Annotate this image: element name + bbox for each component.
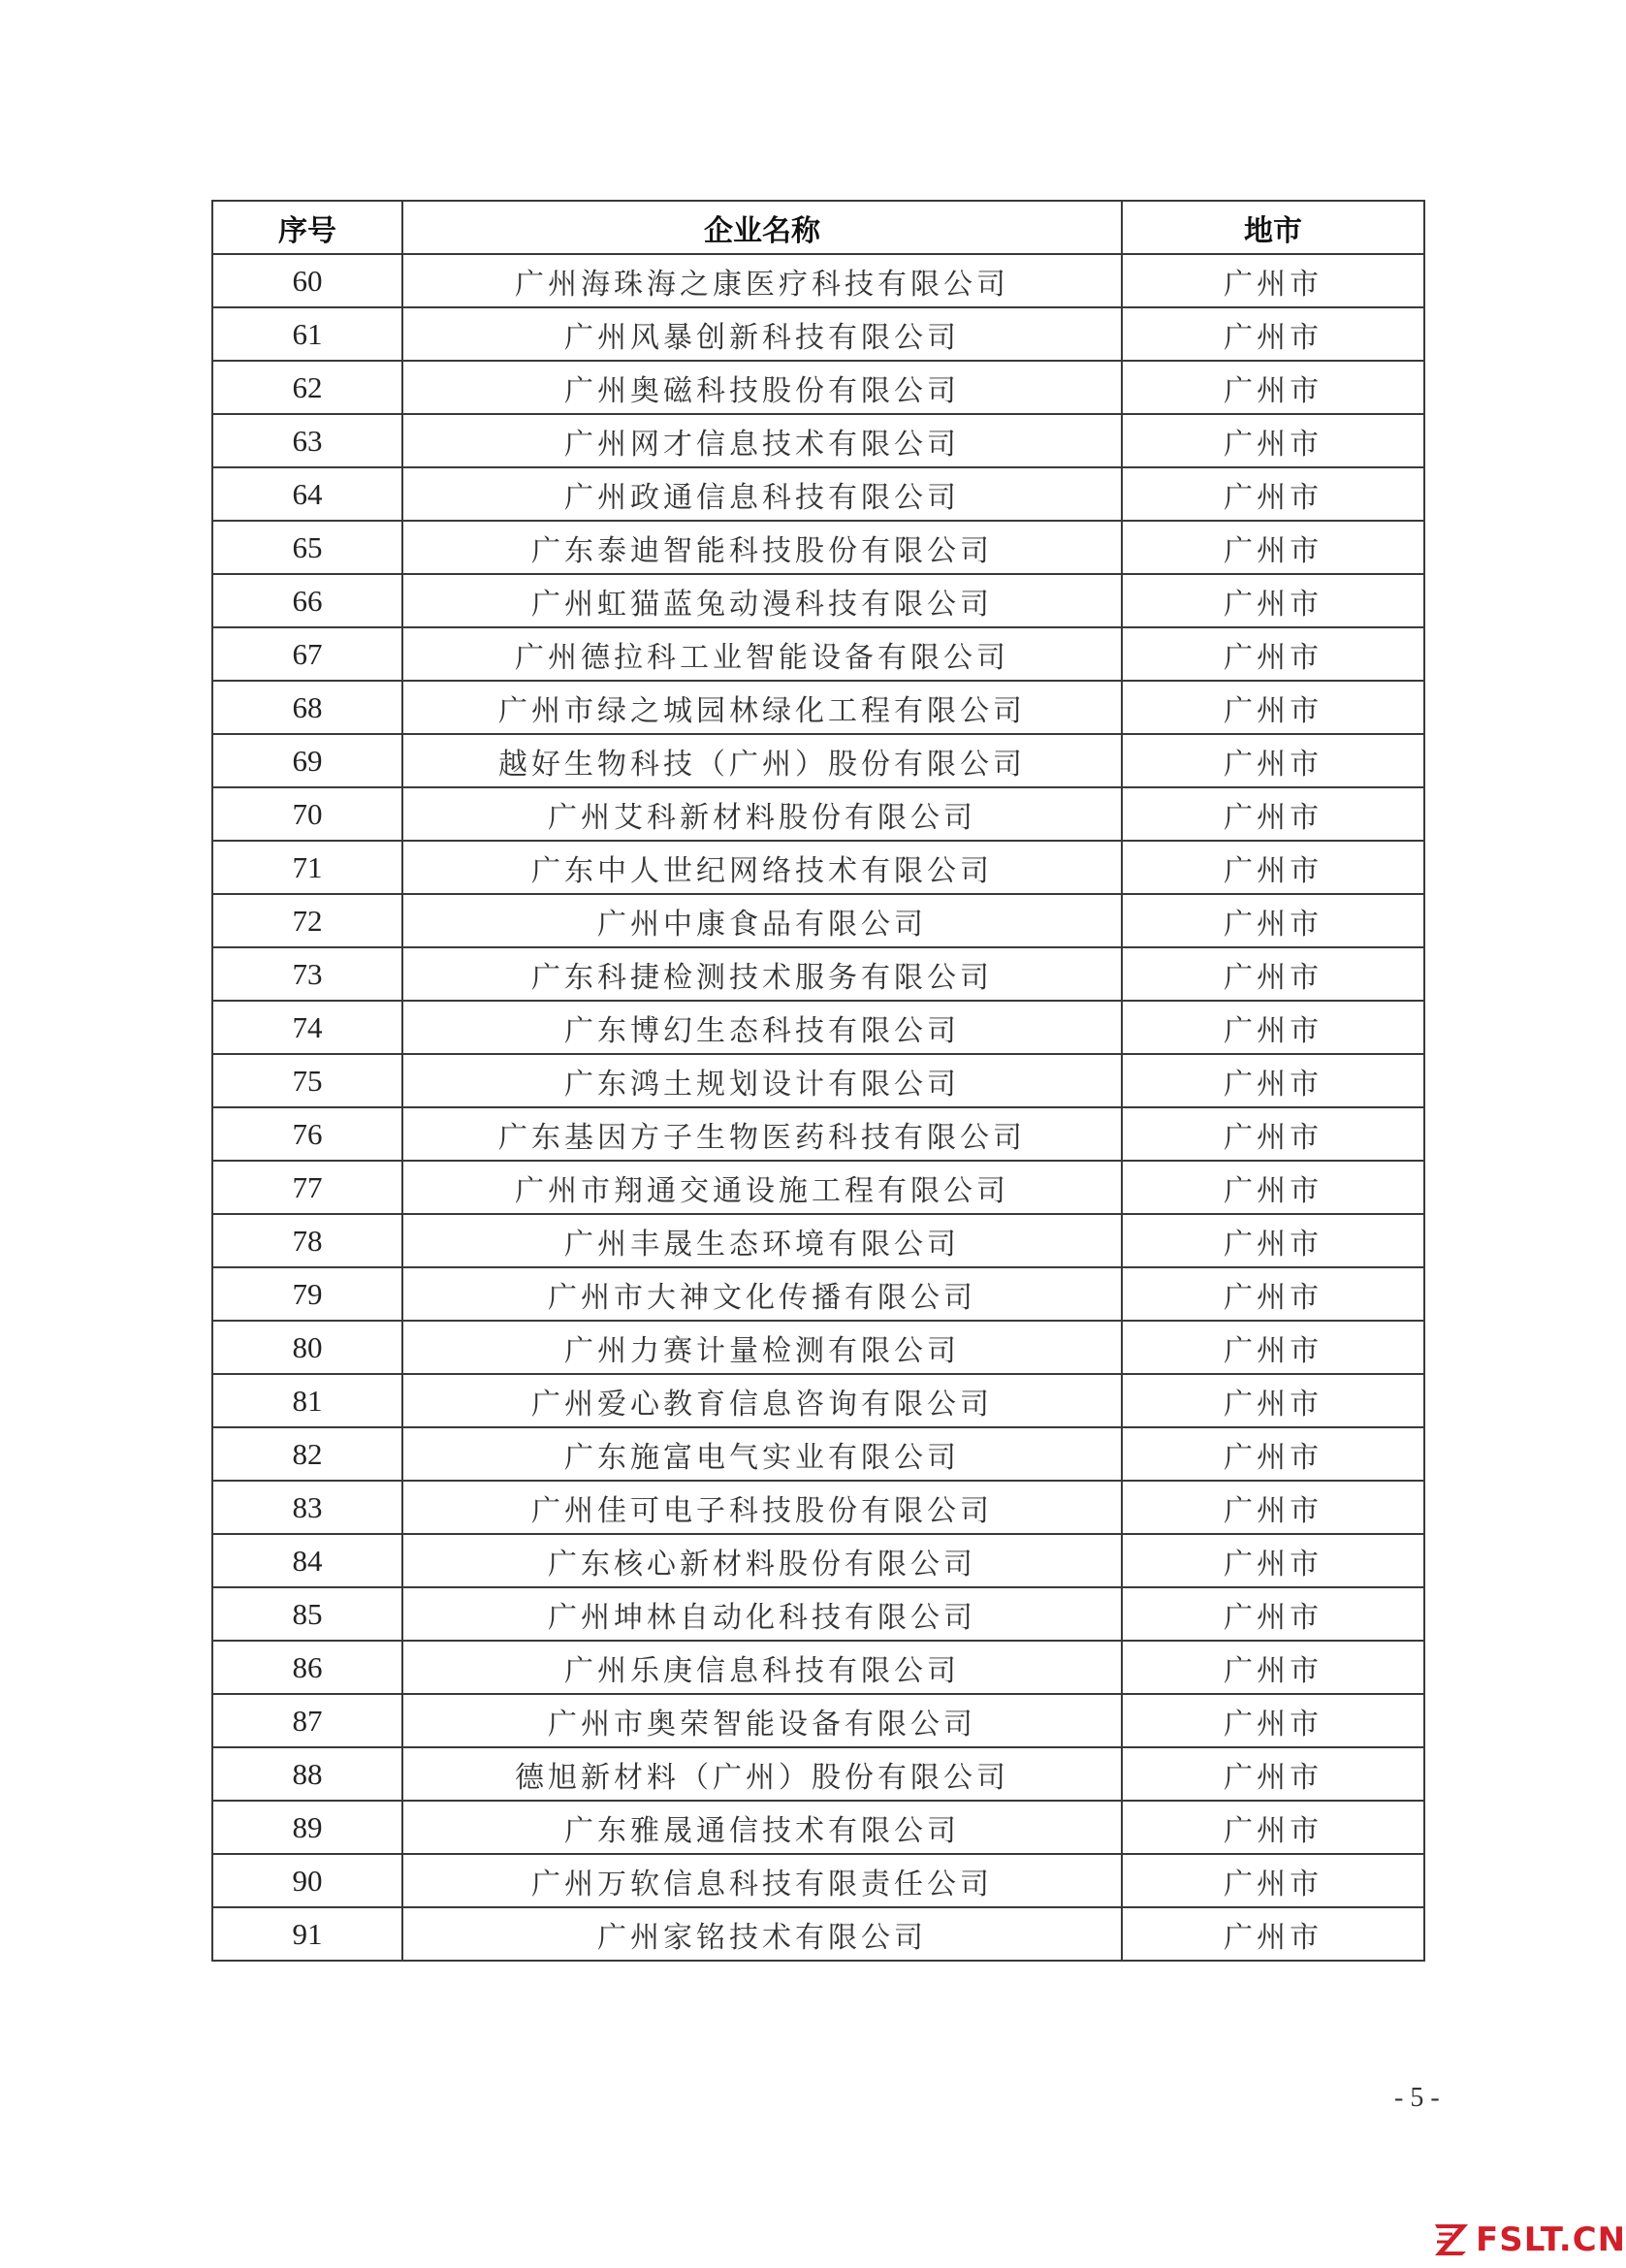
row-company-name: 广州市翔通交通设施工程有限公司 <box>402 1161 1122 1214</box>
row-company-name: 广州市大神文化传播有限公司 <box>402 1267 1122 1321</box>
table-row <box>212 1641 1424 1694</box>
row-city: 广州市 <box>1122 1587 1424 1641</box>
row-city: 广州市 <box>1122 1374 1424 1427</box>
row-city: 广州市 <box>1122 1801 1424 1854</box>
table-row <box>212 947 1424 1001</box>
row-company-name: 广州坤林自动化科技有限公司 <box>402 1587 1122 1641</box>
row-city: 广州市 <box>1122 841 1424 894</box>
row-company-name: 广东施富电气实业有限公司 <box>402 1427 1122 1481</box>
row-index: 88 <box>212 1747 402 1801</box>
row-index: 82 <box>212 1427 402 1481</box>
row-city: 广州市 <box>1122 254 1424 307</box>
row-index: 72 <box>212 894 402 947</box>
row-index: 67 <box>212 627 402 681</box>
table-header-row <box>212 201 1424 254</box>
row-index: 86 <box>212 1641 402 1694</box>
row-company-name: 广东鸿土规划设计有限公司 <box>402 1054 1122 1107</box>
row-city: 广州市 <box>1122 1321 1424 1374</box>
row-index: 81 <box>212 1374 402 1427</box>
row-index: 79 <box>212 1267 402 1321</box>
row-company-name: 广东博幻生态科技有限公司 <box>402 1001 1122 1054</box>
table-row <box>212 414 1424 467</box>
row-company-name: 广州佳可电子科技股份有限公司 <box>402 1481 1122 1534</box>
row-index: 87 <box>212 1694 402 1747</box>
row-index: 85 <box>212 1587 402 1641</box>
row-index: 89 <box>212 1801 402 1854</box>
row-city: 广州市 <box>1122 1427 1424 1481</box>
row-index: 65 <box>212 521 402 574</box>
row-company-name: 广州市奥荣智能设备有限公司 <box>402 1694 1122 1747</box>
table-body <box>212 254 1424 1961</box>
row-index: 64 <box>212 467 402 521</box>
row-index: 60 <box>212 254 402 307</box>
row-city: 广州市 <box>1122 521 1424 574</box>
watermark-logo-icon <box>1433 2222 1472 2257</box>
row-index: 63 <box>212 414 402 467</box>
header-city: 地市 <box>1122 201 1424 254</box>
table-row <box>212 521 1424 574</box>
row-company-name: 广州中康食品有限公司 <box>402 894 1122 947</box>
row-city: 广州市 <box>1122 734 1424 787</box>
row-city: 广州市 <box>1122 307 1424 361</box>
row-company-name: 广东核心新材料股份有限公司 <box>402 1534 1122 1587</box>
row-index: 62 <box>212 361 402 414</box>
table-row <box>212 254 1424 307</box>
table-row <box>212 681 1424 734</box>
table-row <box>212 1267 1424 1321</box>
row-city: 广州市 <box>1122 1907 1424 1961</box>
page-number: - 5 - <box>1394 2083 1440 2113</box>
row-city: 广州市 <box>1122 627 1424 681</box>
table-row <box>212 1161 1424 1214</box>
table-row <box>212 1321 1424 1374</box>
row-index: 73 <box>212 947 402 1001</box>
row-city: 广州市 <box>1122 1854 1424 1907</box>
table-row <box>212 574 1424 627</box>
row-city: 广州市 <box>1122 414 1424 467</box>
row-city: 广州市 <box>1122 1267 1424 1321</box>
row-company-name: 广州爱心教育信息咨询有限公司 <box>402 1374 1122 1427</box>
row-company-name: 广州虹猫蓝兔动漫科技有限公司 <box>402 574 1122 627</box>
row-index: 61 <box>212 307 402 361</box>
table-row <box>212 467 1424 521</box>
row-company-name: 广州艾科新材料股份有限公司 <box>402 787 1122 841</box>
row-index: 76 <box>212 1107 402 1161</box>
row-company-name: 广州政通信息科技有限公司 <box>402 467 1122 521</box>
row-city: 广州市 <box>1122 1107 1424 1161</box>
row-index: 83 <box>212 1481 402 1534</box>
row-city: 广州市 <box>1122 1054 1424 1107</box>
table-row <box>212 894 1424 947</box>
row-company-name: 广州力赛计量检测有限公司 <box>402 1321 1122 1374</box>
watermark <box>1433 2220 1626 2259</box>
table-row <box>212 1054 1424 1107</box>
row-company-name: 广东基因方子生物医药科技有限公司 <box>402 1107 1122 1161</box>
table-row <box>212 1214 1424 1267</box>
row-company-name: 广东科捷检测技术服务有限公司 <box>402 947 1122 1001</box>
row-index: 84 <box>212 1534 402 1587</box>
table-row <box>212 1001 1424 1054</box>
row-company-name: 广东中人世纪网络技术有限公司 <box>402 841 1122 894</box>
table-row <box>212 1747 1424 1801</box>
row-city: 广州市 <box>1122 1161 1424 1214</box>
row-company-name: 越好生物科技（广州）股份有限公司 <box>402 734 1122 787</box>
watermark-text: FSLT.CN <box>1476 2220 1626 2259</box>
header-company-name: 企业名称 <box>402 201 1122 254</box>
table-row <box>212 1854 1424 1907</box>
table-row <box>212 1427 1424 1481</box>
row-city: 广州市 <box>1122 1534 1424 1587</box>
row-company-name: 广州风暴创新科技有限公司 <box>402 307 1122 361</box>
row-index: 68 <box>212 681 402 734</box>
row-company-name: 广州丰晟生态环境有限公司 <box>402 1214 1122 1267</box>
row-index: 78 <box>212 1214 402 1267</box>
row-city: 广州市 <box>1122 1481 1424 1534</box>
row-city: 广州市 <box>1122 574 1424 627</box>
row-index: 80 <box>212 1321 402 1374</box>
row-company-name: 德旭新材料（广州）股份有限公司 <box>402 1747 1122 1801</box>
row-index: 77 <box>212 1161 402 1214</box>
table-row <box>212 734 1424 787</box>
row-index: 70 <box>212 787 402 841</box>
row-city: 广州市 <box>1122 894 1424 947</box>
row-company-name: 广州乐庚信息科技有限公司 <box>402 1641 1122 1694</box>
row-city: 广州市 <box>1122 1747 1424 1801</box>
row-index: 75 <box>212 1054 402 1107</box>
row-company-name: 广州海珠海之康医疗科技有限公司 <box>402 254 1122 307</box>
row-city: 广州市 <box>1122 467 1424 521</box>
row-index: 66 <box>212 574 402 627</box>
row-company-name: 广东泰迪智能科技股份有限公司 <box>402 521 1122 574</box>
table-row <box>212 1694 1424 1747</box>
table-row <box>212 1374 1424 1427</box>
row-company-name: 广州家铭技术有限公司 <box>402 1907 1122 1961</box>
row-city: 广州市 <box>1122 1214 1424 1267</box>
row-index: 74 <box>212 1001 402 1054</box>
row-city: 广州市 <box>1122 681 1424 734</box>
row-index: 71 <box>212 841 402 894</box>
table-row <box>212 1587 1424 1641</box>
row-company-name: 广东雅晟通信技术有限公司 <box>402 1801 1122 1854</box>
row-city: 广州市 <box>1122 1694 1424 1747</box>
row-index: 69 <box>212 734 402 787</box>
table-row <box>212 841 1424 894</box>
table-row <box>212 361 1424 414</box>
table-row <box>212 627 1424 681</box>
row-city: 广州市 <box>1122 1641 1424 1694</box>
row-city: 广州市 <box>1122 361 1424 414</box>
table-row <box>212 1801 1424 1854</box>
row-company-name: 广州德拉科工业智能设备有限公司 <box>402 627 1122 681</box>
row-city: 广州市 <box>1122 1001 1424 1054</box>
table-row <box>212 1107 1424 1161</box>
table-row <box>212 1534 1424 1587</box>
row-city: 广州市 <box>1122 787 1424 841</box>
table-row <box>212 1481 1424 1534</box>
row-company-name: 广州奥磁科技股份有限公司 <box>402 361 1122 414</box>
row-city: 广州市 <box>1122 947 1424 1001</box>
row-company-name: 广州市绿之城园林绿化工程有限公司 <box>402 681 1122 734</box>
table-row <box>212 307 1424 361</box>
row-company-name: 广州万软信息科技有限责任公司 <box>402 1854 1122 1907</box>
row-company-name: 广州网才信息技术有限公司 <box>402 414 1122 467</box>
company-table <box>211 200 1425 1962</box>
header-index: 序号 <box>212 201 402 254</box>
row-index: 91 <box>212 1907 402 1961</box>
row-index: 90 <box>212 1854 402 1907</box>
table-row <box>212 787 1424 841</box>
table-row <box>212 1907 1424 1961</box>
